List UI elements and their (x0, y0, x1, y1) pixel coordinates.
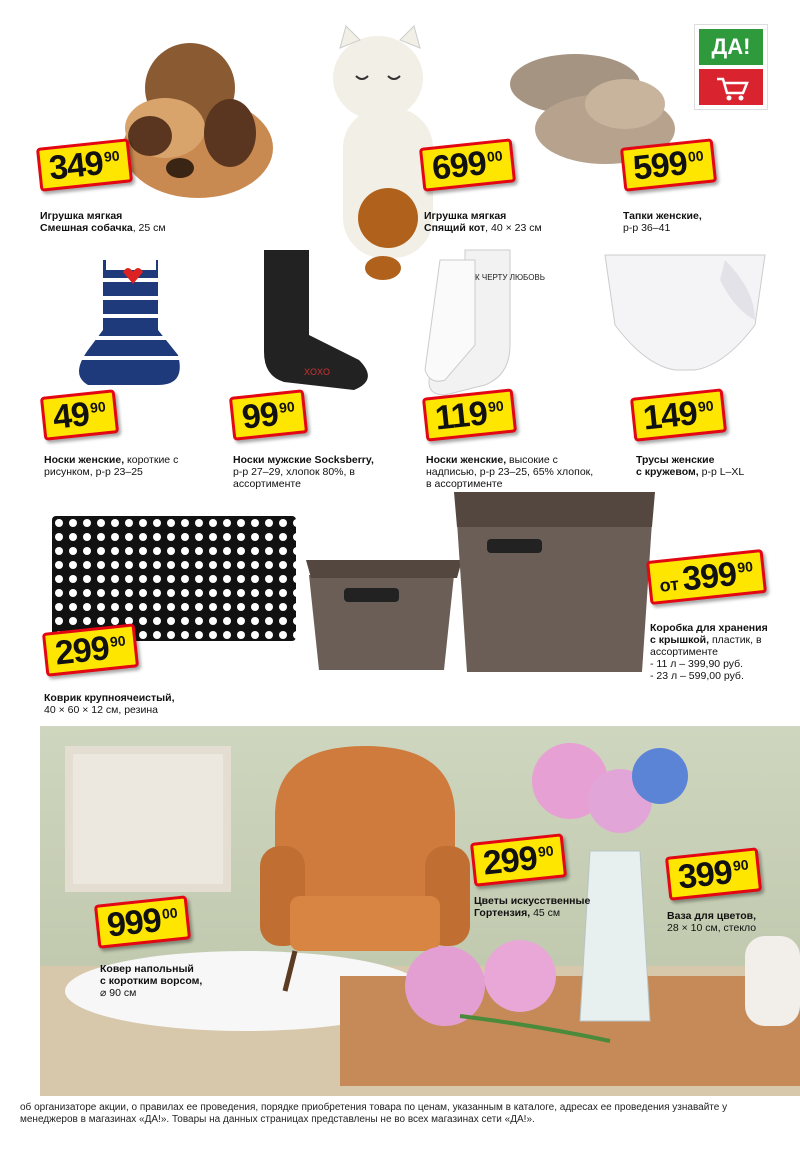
price-tag-briefs: 149 90 (630, 388, 727, 442)
desc-cat: Игрушка мягкая Спящий кот, 40 × 23 см (424, 210, 542, 234)
price-tag-box: от 399 90 (646, 549, 767, 605)
sock-brand-text: XOXO (304, 367, 331, 377)
desc-briefs: Трусы женские с кружевом, р-р L–XL (636, 454, 745, 478)
price-tag-slippers: 599 00 (620, 138, 717, 192)
socks-black-image (244, 240, 384, 400)
logo-text: ДА! (699, 29, 763, 65)
storage-box-large-image (452, 482, 657, 672)
flowers-table-image (400, 936, 620, 1046)
desc-flowers: Цветы искусственные Гортензия, 45 см (474, 895, 591, 919)
vase-white-image (745, 936, 800, 1026)
price-tag-rug: 999 00 (94, 895, 191, 949)
socks-striped-image (68, 250, 188, 395)
briefs-image (595, 245, 775, 380)
desc-slippers: Тапки женские, р-р 36–41 (623, 210, 702, 234)
cart-icon (699, 69, 763, 105)
price-tag-flowers: 299 90 (470, 833, 567, 887)
socks-text-image (415, 240, 546, 400)
price-tag-vase: 399 90 (665, 847, 762, 901)
desc-box: Коробка для хранения с крышкой, пластик, в ассортименте - 11 л – 399,90 руб. - 23 л – 599,00 руб. (650, 622, 768, 682)
desc-dog: Игрушка мягкая Смешная собачка, 25 см (40, 210, 166, 234)
fireplace (65, 746, 231, 892)
price-tag-dog: 349 90 (36, 138, 133, 192)
desc-mat: Коврик крупноячеистый, 40 × 60 × 12 см, резина (44, 692, 175, 716)
mat-image (52, 516, 296, 646)
desc-socks-text: Носки женские, высокие с надписью, р-р 23–25, 65% хлопок, в ассортименте (426, 454, 594, 490)
footer-disclaimer: об организаторе акции, о правилах ее проведения, порядке приобретения товара по ценам, указанным в каталоге, адресах ее проведения узнавайте у менеджеров в магазинах «ДА!». Товары на данных страницах представлены не во всех магазинах сети «ДА!». (20, 1102, 728, 1125)
desc-vase: Ваза для цветов, 28 × 10 см, стекло (667, 910, 757, 934)
desc-socks-w: Носки женские, короткие с рисунком, р-р 23–25 (44, 454, 179, 478)
storage-box-small-image (304, 550, 464, 670)
desc-rug: Ковер напольный с коротким ворсом, ⌀ 90 см (100, 963, 203, 999)
price-tag-cat: 699 00 (419, 138, 516, 192)
dog-toy-image (110, 18, 280, 208)
desc-socks-m: Носки мужские Socksberry, р-р 27–29, хлопок 80%, в ассортименте (233, 454, 374, 490)
price-tag-socks-m: 99 90 (229, 389, 309, 441)
store-logo (694, 24, 768, 110)
price-tag-mat: 299 90 (42, 623, 139, 677)
price-tag-socks-text: 119 90 (422, 388, 518, 441)
sock-print-text: К ЧЕРТУ ЛЮБОВЬ (475, 273, 546, 282)
price-tag-socks-w: 49 90 (40, 389, 120, 441)
